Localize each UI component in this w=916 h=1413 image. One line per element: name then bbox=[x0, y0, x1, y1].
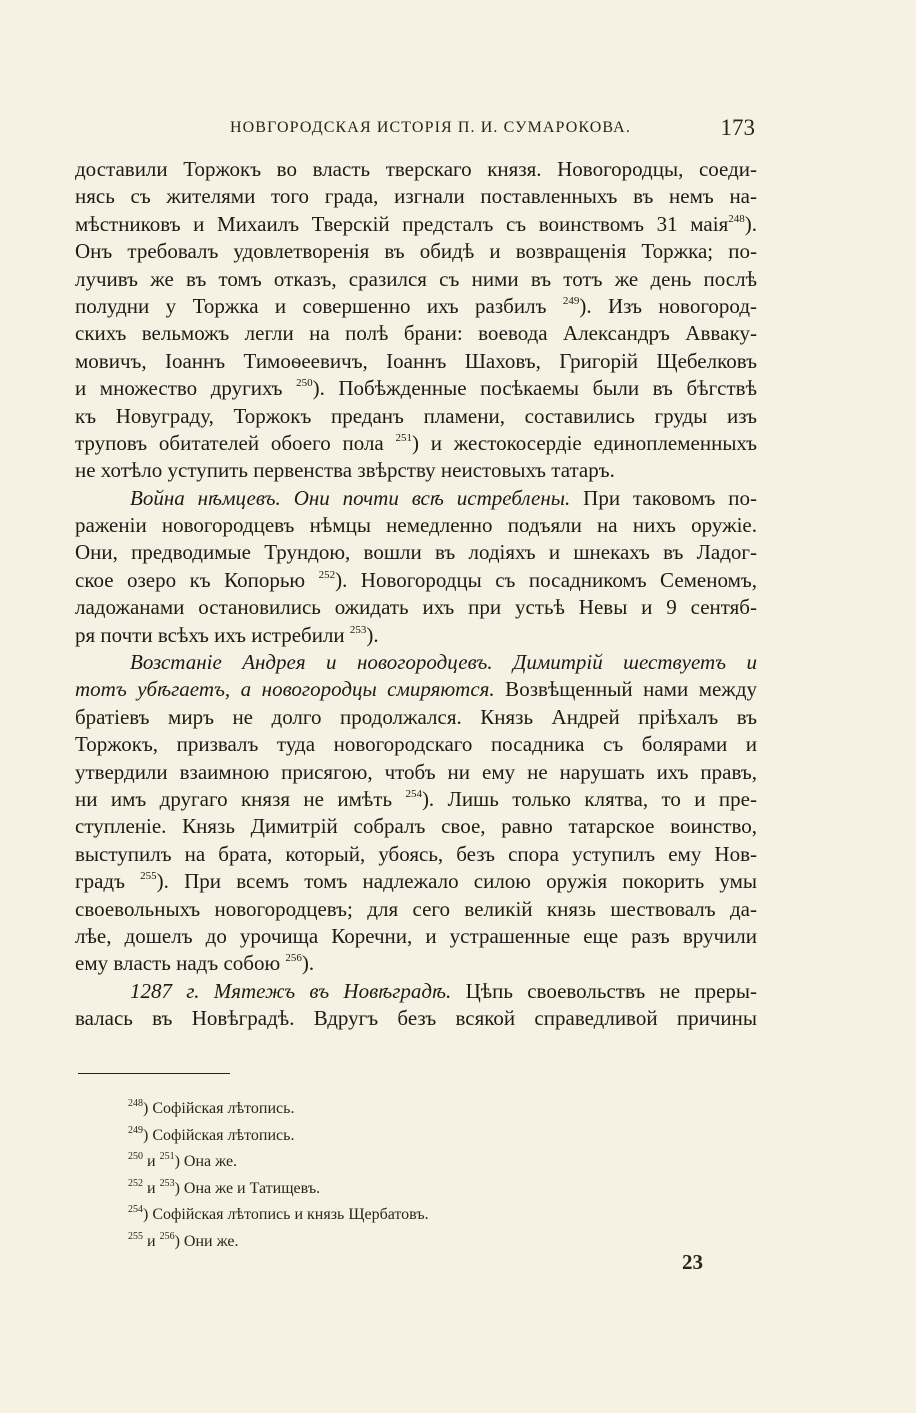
text-run: ). Новогородцы съ посадникомъ Семеномъ, bbox=[335, 567, 757, 592]
text-run: ) и жестокосердіе единоплеменныхъ bbox=[412, 430, 757, 455]
text-run: ) Софійская лѣтопись и князь Щербатовъ. bbox=[143, 1206, 429, 1224]
footnote-ref: 252 bbox=[128, 1177, 143, 1189]
text-run: Возвѣщенный нами между bbox=[494, 677, 757, 702]
footnote-ref: 252 bbox=[318, 568, 336, 581]
text-line bbox=[75, 238, 757, 265]
text-run: утвердили взаимною присягою, чтобъ ни ему не нарушать ихъ правъ, bbox=[75, 759, 757, 784]
text-line bbox=[75, 156, 757, 183]
text-line bbox=[75, 430, 757, 457]
text-run: доставили Торжокъ во власть тверскаго князя. Новогородцы, соеди- bbox=[75, 157, 757, 181]
printer-signature-mark: 23 bbox=[682, 1250, 703, 1274]
text-line bbox=[75, 348, 757, 375]
text-run: и bbox=[143, 1232, 160, 1250]
text-run: Торжокъ, призвалъ туда новогородскаго посадника съ болярами и bbox=[75, 732, 757, 757]
text-line bbox=[75, 923, 757, 950]
text-line bbox=[75, 539, 757, 566]
text-run: и bbox=[143, 1153, 160, 1171]
footnote-ref: 249 bbox=[562, 294, 580, 307]
text-line bbox=[75, 896, 757, 923]
text-run: мовичъ, Іоаннъ Тимоѳеевичъ, Іоаннъ Шаховъ, Григорій Щебелковъ bbox=[75, 348, 757, 373]
footnote-ref: 255 bbox=[140, 870, 157, 883]
text-run: раженіи новогородцевъ нѣмцы немедленно подъяли на нихъ оружіе. bbox=[75, 513, 757, 538]
text-line bbox=[75, 320, 757, 347]
text-line bbox=[75, 293, 757, 320]
text-run: выступилъ на брата, который, убоясь, безъ спора уступилъ ему Нов- bbox=[75, 841, 757, 866]
text-line bbox=[75, 759, 757, 786]
text-run: ). Побѣжденные посѣкаемы были въ бѣгствѣ bbox=[312, 376, 757, 401]
text-run: ) Софійская лѣтопись. bbox=[143, 1126, 295, 1144]
footnote-ref: 249 bbox=[128, 1124, 143, 1136]
text-run: Онъ требовалъ удовлетворенія въ обидѣ и возвращенія Торжка; по- bbox=[75, 239, 757, 264]
text-run: Цѣпь своевольствъ не преры- bbox=[451, 978, 757, 1003]
text-line bbox=[75, 622, 757, 649]
text-run: труповъ обитателей обоего пола bbox=[75, 430, 396, 455]
text-run: ря почти всѣхъ ихъ истребили bbox=[75, 622, 350, 647]
text-line bbox=[75, 950, 757, 977]
text-line bbox=[75, 649, 757, 676]
text-line bbox=[75, 676, 757, 703]
main-text bbox=[75, 156, 757, 1033]
text-line bbox=[75, 731, 757, 758]
text-run: ступленіе. Князь Димитрій собралъ свое, равно татарское воинство, bbox=[75, 814, 757, 839]
footnote-ref: 251 bbox=[395, 431, 413, 444]
text-line bbox=[75, 183, 757, 210]
text-run: ему власть надъ собою bbox=[75, 951, 286, 976]
sidenote-text: Война нѣмцевъ. Они почти всѣ истреблены. bbox=[130, 485, 571, 510]
text-run: валась въ Новѣградѣ. Вдругъ безъ всякой справедливой причины bbox=[75, 1006, 757, 1031]
text-line bbox=[75, 457, 757, 484]
text-run: ). Лишь только клятва, то и пре- bbox=[421, 786, 757, 811]
text-line bbox=[75, 403, 757, 430]
footnote bbox=[128, 1149, 548, 1176]
text-run: братіевъ миръ не долго продолжался. Князь Андрей пріѣхалъ въ bbox=[75, 704, 757, 729]
footnote-ref: 255 bbox=[128, 1230, 143, 1242]
text-run: своевольныхъ новогородцевъ; для сего великій князь шествовалъ да- bbox=[75, 896, 757, 921]
text-run: ) Она же и Татищевъ. bbox=[174, 1179, 321, 1197]
page-number: 173 bbox=[720, 115, 755, 140]
running-header bbox=[75, 115, 757, 147]
text-run: нясь съ жителями того града, изгнали поставленныхъ въ немъ на- bbox=[75, 184, 757, 209]
footnote-ref: 253 bbox=[159, 1177, 175, 1189]
text-run: и bbox=[143, 1179, 160, 1197]
running-title: НОВГОРОДСКАЯ ИСТОРІЯ П. И. СУМАРОКОВА. bbox=[230, 119, 631, 136]
text-line bbox=[75, 704, 757, 731]
text-line bbox=[75, 978, 757, 1005]
sidenote-text: 1287 г. Мятежъ въ Новѣградѣ. bbox=[130, 978, 452, 1003]
footnote-ref: 254 bbox=[405, 787, 422, 800]
text-run: скихъ вельможъ легли на полѣ брани: воевода Александръ Аввaку- bbox=[75, 321, 757, 346]
text-line bbox=[75, 375, 757, 402]
text-run: лѣе, дошелъ до урочища Коречни, и устрашенные еще разъ вручили bbox=[75, 923, 757, 948]
footnote-ref: 254 bbox=[128, 1204, 143, 1216]
footnote-ref: 253 bbox=[349, 623, 367, 636]
text-line bbox=[75, 1005, 757, 1032]
text-run: не хотѣло уступить первенства звѣрству неистовыхъ татаръ. bbox=[75, 458, 615, 483]
text-run: ). При всемъ томъ надлежало силою оружія покорить умы bbox=[156, 869, 757, 894]
text-run: При таковомъ по- bbox=[570, 485, 757, 510]
text-line bbox=[75, 512, 757, 539]
text-run: ское озеро къ Копорью bbox=[75, 567, 319, 592]
text-run: мѣстниковъ и Михаилъ Тверскій предсталъ съ воинствомъ 31 маія bbox=[75, 211, 729, 236]
text-line bbox=[75, 594, 757, 621]
text-line bbox=[75, 813, 757, 840]
text-line bbox=[75, 786, 757, 813]
text-run: ) Она же. bbox=[174, 1153, 238, 1171]
text-run: ). bbox=[301, 951, 315, 976]
footnote-divider bbox=[78, 1073, 230, 1074]
footnote bbox=[128, 1176, 548, 1203]
text-line bbox=[75, 211, 757, 238]
footnote-ref: 250 bbox=[128, 1151, 143, 1163]
text-line bbox=[75, 266, 757, 293]
text-run: къ Новуграду, Торжокъ преданъ пламени, составились груды изъ bbox=[75, 403, 757, 428]
footnote-ref: 248 bbox=[128, 1098, 143, 1109]
footnote-ref: 251 bbox=[159, 1151, 175, 1163]
footnote bbox=[128, 1229, 548, 1256]
footnote bbox=[128, 1123, 548, 1150]
sidenote-text: тотъ убѣгаетъ, а новогородцы смиряются. bbox=[75, 677, 495, 702]
text-run: ). bbox=[366, 622, 379, 647]
text-run: Они, предводимые Трундою, вошли въ лодіяхъ и шнекахъ въ Ладог- bbox=[75, 540, 757, 565]
text-line bbox=[75, 868, 757, 895]
text-line bbox=[75, 485, 757, 512]
footnote bbox=[128, 1096, 548, 1123]
text-run: ). Изъ новогород- bbox=[579, 293, 757, 318]
footnotes bbox=[128, 1096, 548, 1256]
footnote-ref: 248 bbox=[728, 212, 745, 225]
text-line bbox=[75, 567, 757, 594]
text-line bbox=[75, 841, 757, 868]
text-run: ) Они же. bbox=[174, 1232, 239, 1250]
text-run: ладожанами остановились ожидать ихъ при устьѣ Невы и 9 сентяб- bbox=[75, 595, 757, 620]
footnote-ref: 250 bbox=[296, 377, 313, 390]
text-run: лучивъ же въ томъ отказъ, сразился съ ними въ тотъ же день послѣ bbox=[75, 266, 757, 291]
text-run: ни имъ другаго князя не имѣть bbox=[75, 786, 406, 811]
text-run: ) Софійская лѣтопись. bbox=[143, 1100, 295, 1117]
text-run: полудни у Торжка и совершенно ихъ разбилъ bbox=[75, 293, 563, 318]
text-run: градъ bbox=[75, 869, 141, 894]
footnote bbox=[128, 1202, 548, 1229]
text-run: ). bbox=[744, 211, 757, 236]
footnote-ref: 256 bbox=[285, 952, 302, 965]
sidenote-text: Возстаніе Андрея и новогородцевъ. Димитрій шествуетъ и bbox=[130, 650, 757, 675]
text-run: и множество другихъ bbox=[75, 376, 297, 401]
footnote-ref: 256 bbox=[159, 1230, 175, 1242]
